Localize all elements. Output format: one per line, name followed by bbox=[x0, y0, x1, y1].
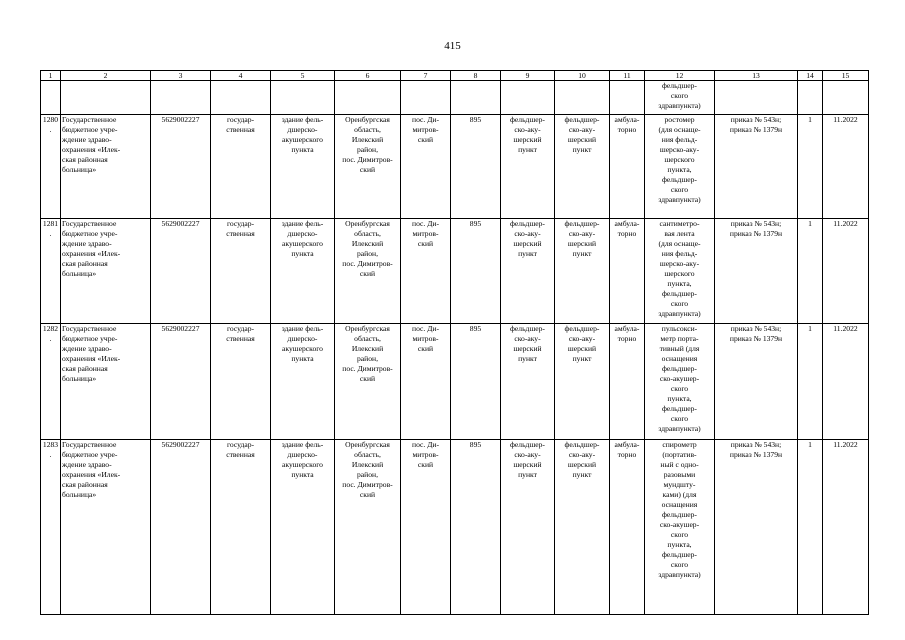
inn-code: 5629002227 bbox=[161, 219, 200, 228]
inn-code: 5629002227 bbox=[161, 440, 200, 449]
quantity: 1 bbox=[808, 219, 812, 228]
quantity: 1 bbox=[808, 115, 812, 124]
column-number: 13 bbox=[715, 71, 798, 81]
settlement: пос. Ди- митров- ский bbox=[412, 219, 439, 248]
column-number: 15 bbox=[823, 71, 869, 81]
organization-name: Государственное бюджетное учре- ждение здраво- охранения «Илек- ская районная больница» bbox=[62, 324, 121, 383]
inn-code: 5629002227 bbox=[161, 115, 200, 124]
column-number: 12 bbox=[645, 71, 715, 81]
code-value: 895 bbox=[469, 324, 482, 333]
equipment-item: пульсокси- метр порта- тивный (для оснащения фельдшер- ско-акушер- ского пункта, фельдшер- ского здравпункта) bbox=[658, 324, 701, 433]
settlement: пос. Ди- митров- ский bbox=[412, 440, 439, 469]
continuation-row bbox=[41, 81, 869, 115]
address: Оренбургская область, Илекский район, пос. Димитров- ский bbox=[342, 324, 393, 383]
column-number: 7 bbox=[401, 71, 451, 81]
equipment-item: сантиметро- вая лента (для оснаще- ния фельд- шерско-аку- шерского пункта, фельдшер- ского здравпункта) bbox=[658, 219, 701, 318]
building-type: здание фель- дшерско- акушерского пункта bbox=[281, 324, 324, 363]
code-value: 895 bbox=[469, 219, 482, 228]
row-number: 1283. bbox=[42, 440, 59, 459]
delivery-date: 11.2022 bbox=[833, 115, 858, 124]
column-number: 5 bbox=[271, 71, 335, 81]
column-number: 10 bbox=[555, 71, 610, 81]
code-value: 895 bbox=[469, 440, 482, 449]
care-conditions: амбула- торно bbox=[614, 115, 640, 134]
code-value: 895 bbox=[469, 115, 482, 124]
care-conditions: амбула- торно bbox=[614, 324, 640, 343]
equipment-continuation: фельдшер- ского здравпункта) bbox=[658, 81, 701, 110]
table-row bbox=[41, 324, 869, 440]
regulatory-orders: приказ № 543н; приказ № 1379н bbox=[729, 219, 783, 238]
column-number: 8 bbox=[451, 71, 501, 81]
settlement: пос. Ди- митров- ский bbox=[412, 115, 439, 144]
column-number: 4 bbox=[211, 71, 271, 81]
table-row bbox=[41, 115, 869, 219]
address: Оренбургская область, Илекский район, пос. Димитров- ский bbox=[342, 440, 393, 499]
regulatory-orders: приказ № 543н; приказ № 1379н bbox=[729, 115, 783, 134]
unit-type: фельдшер- ско-аку- шерский пункт bbox=[510, 324, 545, 363]
delivery-date: 11.2022 bbox=[833, 324, 858, 333]
row-number: 1282. bbox=[42, 324, 59, 343]
unit-profile: фельдшер- ско-аку- шерский пункт bbox=[564, 115, 600, 154]
ownership-form: государ- ственная bbox=[226, 219, 255, 238]
ownership-form: государ- ственная bbox=[226, 324, 255, 343]
organization-name: Государственное бюджетное учре- ждение здраво- охранения «Илек- ская районная больница» bbox=[62, 440, 121, 499]
address: Оренбургская область, Илекский район, пос. Димитров- ский bbox=[342, 115, 393, 174]
column-number: 11 bbox=[610, 71, 645, 81]
column-number: 2 bbox=[61, 71, 151, 81]
unit-profile: фельдшер- ско-аку- шерский пункт bbox=[564, 324, 600, 363]
ownership-form: государ- ственная bbox=[226, 440, 255, 459]
regulatory-orders: приказ № 543н; приказ № 1379н bbox=[729, 324, 783, 343]
ownership-form: государ- ственная bbox=[226, 115, 255, 134]
regulatory-orders: приказ № 543н; приказ № 1379н bbox=[729, 440, 783, 459]
row-number: 1280. bbox=[42, 115, 59, 134]
delivery-date: 11.2022 bbox=[833, 219, 858, 228]
unit-type: фельдшер- ско-аку- шерский пункт bbox=[510, 219, 545, 258]
column-number: 3 bbox=[151, 71, 211, 81]
delivery-date: 11.2022 bbox=[833, 440, 858, 449]
column-number: 14 bbox=[798, 71, 823, 81]
table-row bbox=[41, 219, 869, 324]
quantity: 1 bbox=[808, 324, 812, 333]
unit-profile: фельдшер- ско-аку- шерский пункт bbox=[564, 219, 600, 258]
quantity: 1 bbox=[808, 440, 812, 449]
registry-table bbox=[40, 70, 869, 615]
inn-code: 5629002227 bbox=[161, 324, 200, 333]
organization-name: Государственное бюджетное учре- ждение здраво- охранения «Илек- ская районная больница» bbox=[62, 115, 121, 174]
address: Оренбургская область, Илекский район, пос. Димитров- ский bbox=[342, 219, 393, 278]
building-type: здание фель- дшерско- акушерского пункта bbox=[281, 115, 324, 154]
care-conditions: амбула- торно bbox=[614, 440, 640, 459]
equipment-item: спирометр (портатив- ный с одно- разовыми мундшту- ками) (для оснащения фельдшер- ско-акушер- ского пункта, фельдшер- ского здравпункта) bbox=[658, 440, 701, 579]
column-number: 1 bbox=[41, 71, 61, 81]
unit-type: фельдшер- ско-аку- шерский пункт bbox=[510, 115, 545, 154]
settlement: пос. Ди- митров- ский bbox=[412, 324, 439, 353]
column-number-row bbox=[41, 71, 869, 81]
building-type: здание фель- дшерско- акушерского пункта bbox=[281, 440, 324, 479]
equipment-item: ростомер (для оснаще- ния фельд- шерско-аку- шерского пункта, фельдшер- ского здравпункта) bbox=[658, 115, 701, 204]
building-type: здание фель- дшерско- акушерского пункта bbox=[281, 219, 324, 258]
row-number: 1281. bbox=[42, 219, 59, 238]
column-number: 9 bbox=[501, 71, 555, 81]
column-number: 6 bbox=[335, 71, 401, 81]
table-row bbox=[41, 440, 869, 615]
care-conditions: амбула- торно bbox=[614, 219, 640, 238]
unit-type: фельдшер- ско-аку- шерский пункт bbox=[510, 440, 545, 479]
page-number: 415 bbox=[444, 40, 461, 52]
unit-profile: фельдшер- ско-аку- шерский пункт bbox=[564, 440, 600, 479]
organization-name: Государственное бюджетное учре- ждение здраво- охранения «Илек- ская районная больница» bbox=[62, 219, 121, 278]
